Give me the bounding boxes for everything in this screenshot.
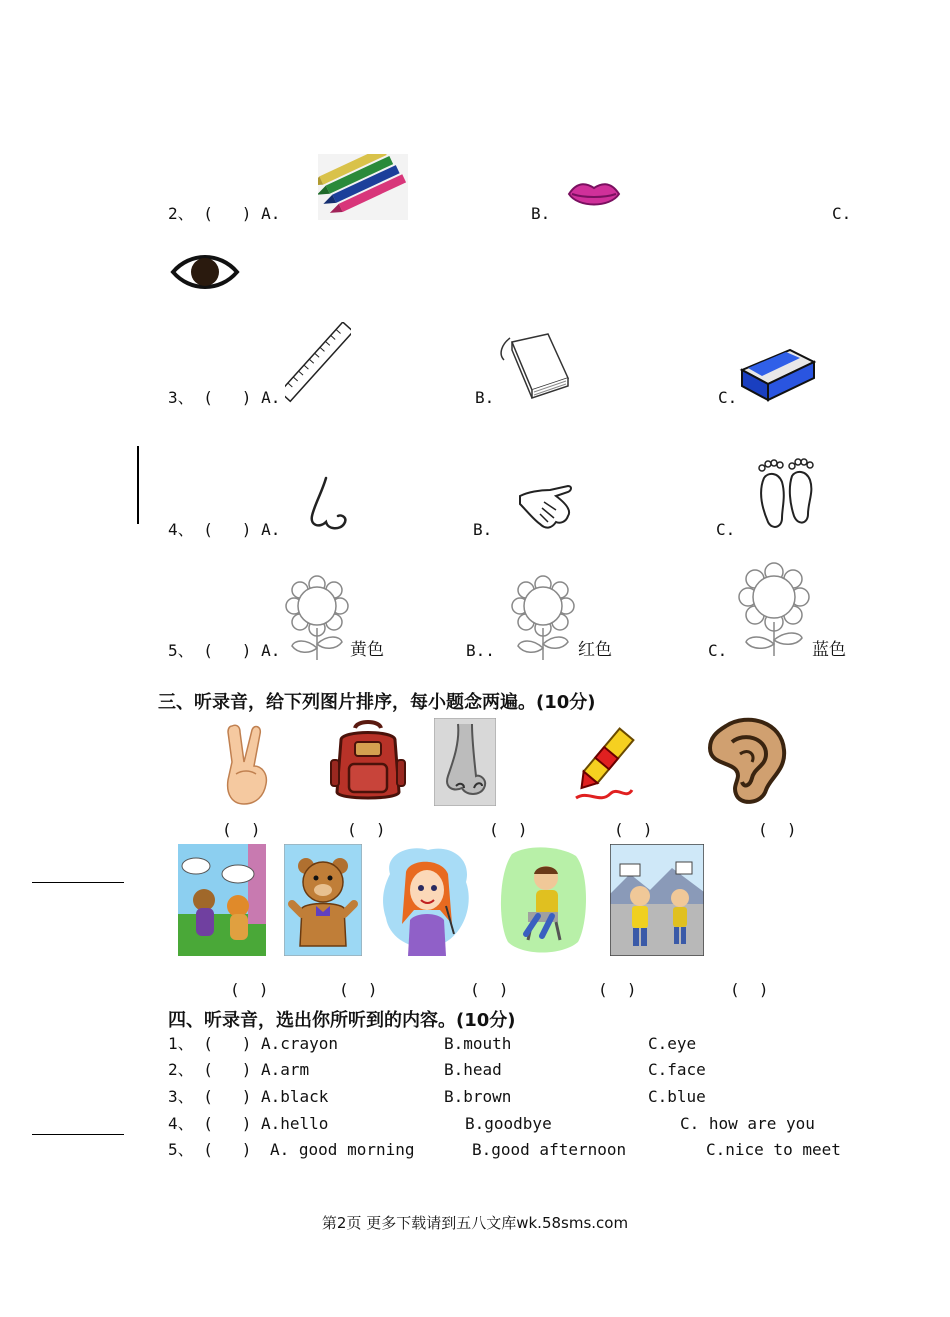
hand-icon	[516, 480, 574, 534]
eye-icon	[170, 250, 240, 294]
s4-q2-number: 2、 ( )	[168, 1060, 252, 1079]
s4-q4-option-a[interactable]: A.hello	[261, 1114, 329, 1133]
s4-q5-option-a[interactable]: A. good morning	[270, 1140, 415, 1159]
s4-q1-option-c[interactable]: C.eye	[648, 1034, 697, 1053]
s4-q4-number: 4、 ( )	[168, 1114, 252, 1133]
q2-option-b: B.	[531, 204, 551, 223]
flower-icon	[510, 572, 576, 662]
s3-bracket-r2-4[interactable]: ( )	[598, 980, 637, 999]
backpack-icon	[329, 720, 407, 804]
q3-option-b: B.	[475, 388, 495, 407]
s4-q4-option-c[interactable]: C. how are you	[680, 1114, 815, 1133]
nose-sketch-icon	[434, 718, 496, 806]
footprints-icon	[752, 452, 822, 532]
section4-title: 四、听录音，选出你所听到的内容。(10分)	[168, 1010, 516, 1031]
s4-q2-option-b[interactable]: B.head	[444, 1060, 502, 1079]
s4-q2-option-c[interactable]: C.face	[648, 1060, 706, 1079]
s4-q5-option-c[interactable]: C.nice to meet	[706, 1140, 841, 1159]
margin-underline	[32, 882, 124, 883]
bears-greeting-picture	[178, 844, 266, 956]
s4-q3-option-b[interactable]: B.brown	[444, 1087, 512, 1106]
margin-underline	[32, 1134, 124, 1135]
s3-bracket-r1-3[interactable]: ( )	[489, 820, 528, 839]
q5-number: 5、 ( ) A.	[168, 641, 281, 660]
s4-q5-option-b[interactable]: B.good afternoon	[472, 1140, 627, 1159]
q5-option-c: C.	[708, 641, 728, 660]
s3-bracket-r1-4[interactable]: ( )	[614, 820, 653, 839]
s3-bracket-r2-1[interactable]: ( )	[230, 980, 269, 999]
section3-title: 三、听录音，给下列图片排序，每小题念两遍。(10分)	[158, 692, 596, 713]
s3-bracket-r1-1[interactable]: ( )	[222, 820, 261, 839]
s3-bracket-r2-2[interactable]: ( )	[339, 980, 378, 999]
flower-icon	[738, 560, 810, 658]
q4-number: 4、 ( ) A.	[168, 520, 281, 539]
s3-bracket-r1-5[interactable]: ( )	[758, 820, 797, 839]
s3-bracket-r1-2[interactable]: ( )	[347, 820, 386, 839]
girl-thinking-picture	[380, 844, 474, 956]
q3-option-c: C.	[718, 388, 738, 407]
s4-q1-option-b[interactable]: B.mouth	[444, 1034, 512, 1053]
q5-b-color: 红色	[578, 640, 612, 659]
margin-line	[137, 446, 139, 524]
flower-icon	[284, 572, 350, 662]
page-footer: 第2页 更多下载请到五八文库wk.58sms.com	[321, 1214, 629, 1232]
q2-option-c: C.	[832, 204, 852, 223]
s4-q4-option-b[interactable]: B.goodbye	[465, 1114, 552, 1133]
book-icon	[496, 332, 572, 400]
boys-hello-picture	[610, 844, 704, 956]
s4-q5-number: 5、 ( )	[168, 1140, 252, 1159]
ruler-icon	[285, 322, 351, 404]
q2-number: 2、 ( ) A.	[168, 204, 281, 223]
s4-q3-option-c[interactable]: C.blue	[648, 1087, 706, 1106]
q4-option-c: C.	[716, 520, 736, 539]
ear-icon	[696, 712, 790, 806]
s3-bracket-r2-5[interactable]: ( )	[730, 980, 769, 999]
s3-bracket-r2-3[interactable]: ( )	[470, 980, 509, 999]
q5-a-color: 黄色	[350, 640, 384, 659]
nose-icon	[290, 474, 370, 536]
victory-hand-icon	[222, 722, 272, 806]
crayons-icon	[318, 154, 408, 220]
s4-q3-option-a[interactable]: A.black	[261, 1087, 329, 1106]
bear-picture	[284, 844, 362, 956]
s4-q2-option-a[interactable]: A.arm	[261, 1060, 310, 1079]
s4-q1-number: 1、 ( )	[168, 1034, 252, 1053]
lips-icon	[566, 178, 622, 214]
crayon-icon	[566, 720, 646, 806]
q5-c-color: 蓝色	[812, 640, 846, 659]
boy-sitting-picture	[498, 844, 588, 956]
eraser-icon	[738, 344, 818, 402]
s4-q1-option-a[interactable]: A.crayon	[261, 1034, 339, 1053]
q3-number: 3、 ( ) A.	[168, 388, 281, 407]
s4-q3-number: 3、 ( )	[168, 1087, 252, 1106]
q5-option-b: B..	[466, 641, 495, 660]
q4-option-b: B.	[473, 520, 493, 539]
